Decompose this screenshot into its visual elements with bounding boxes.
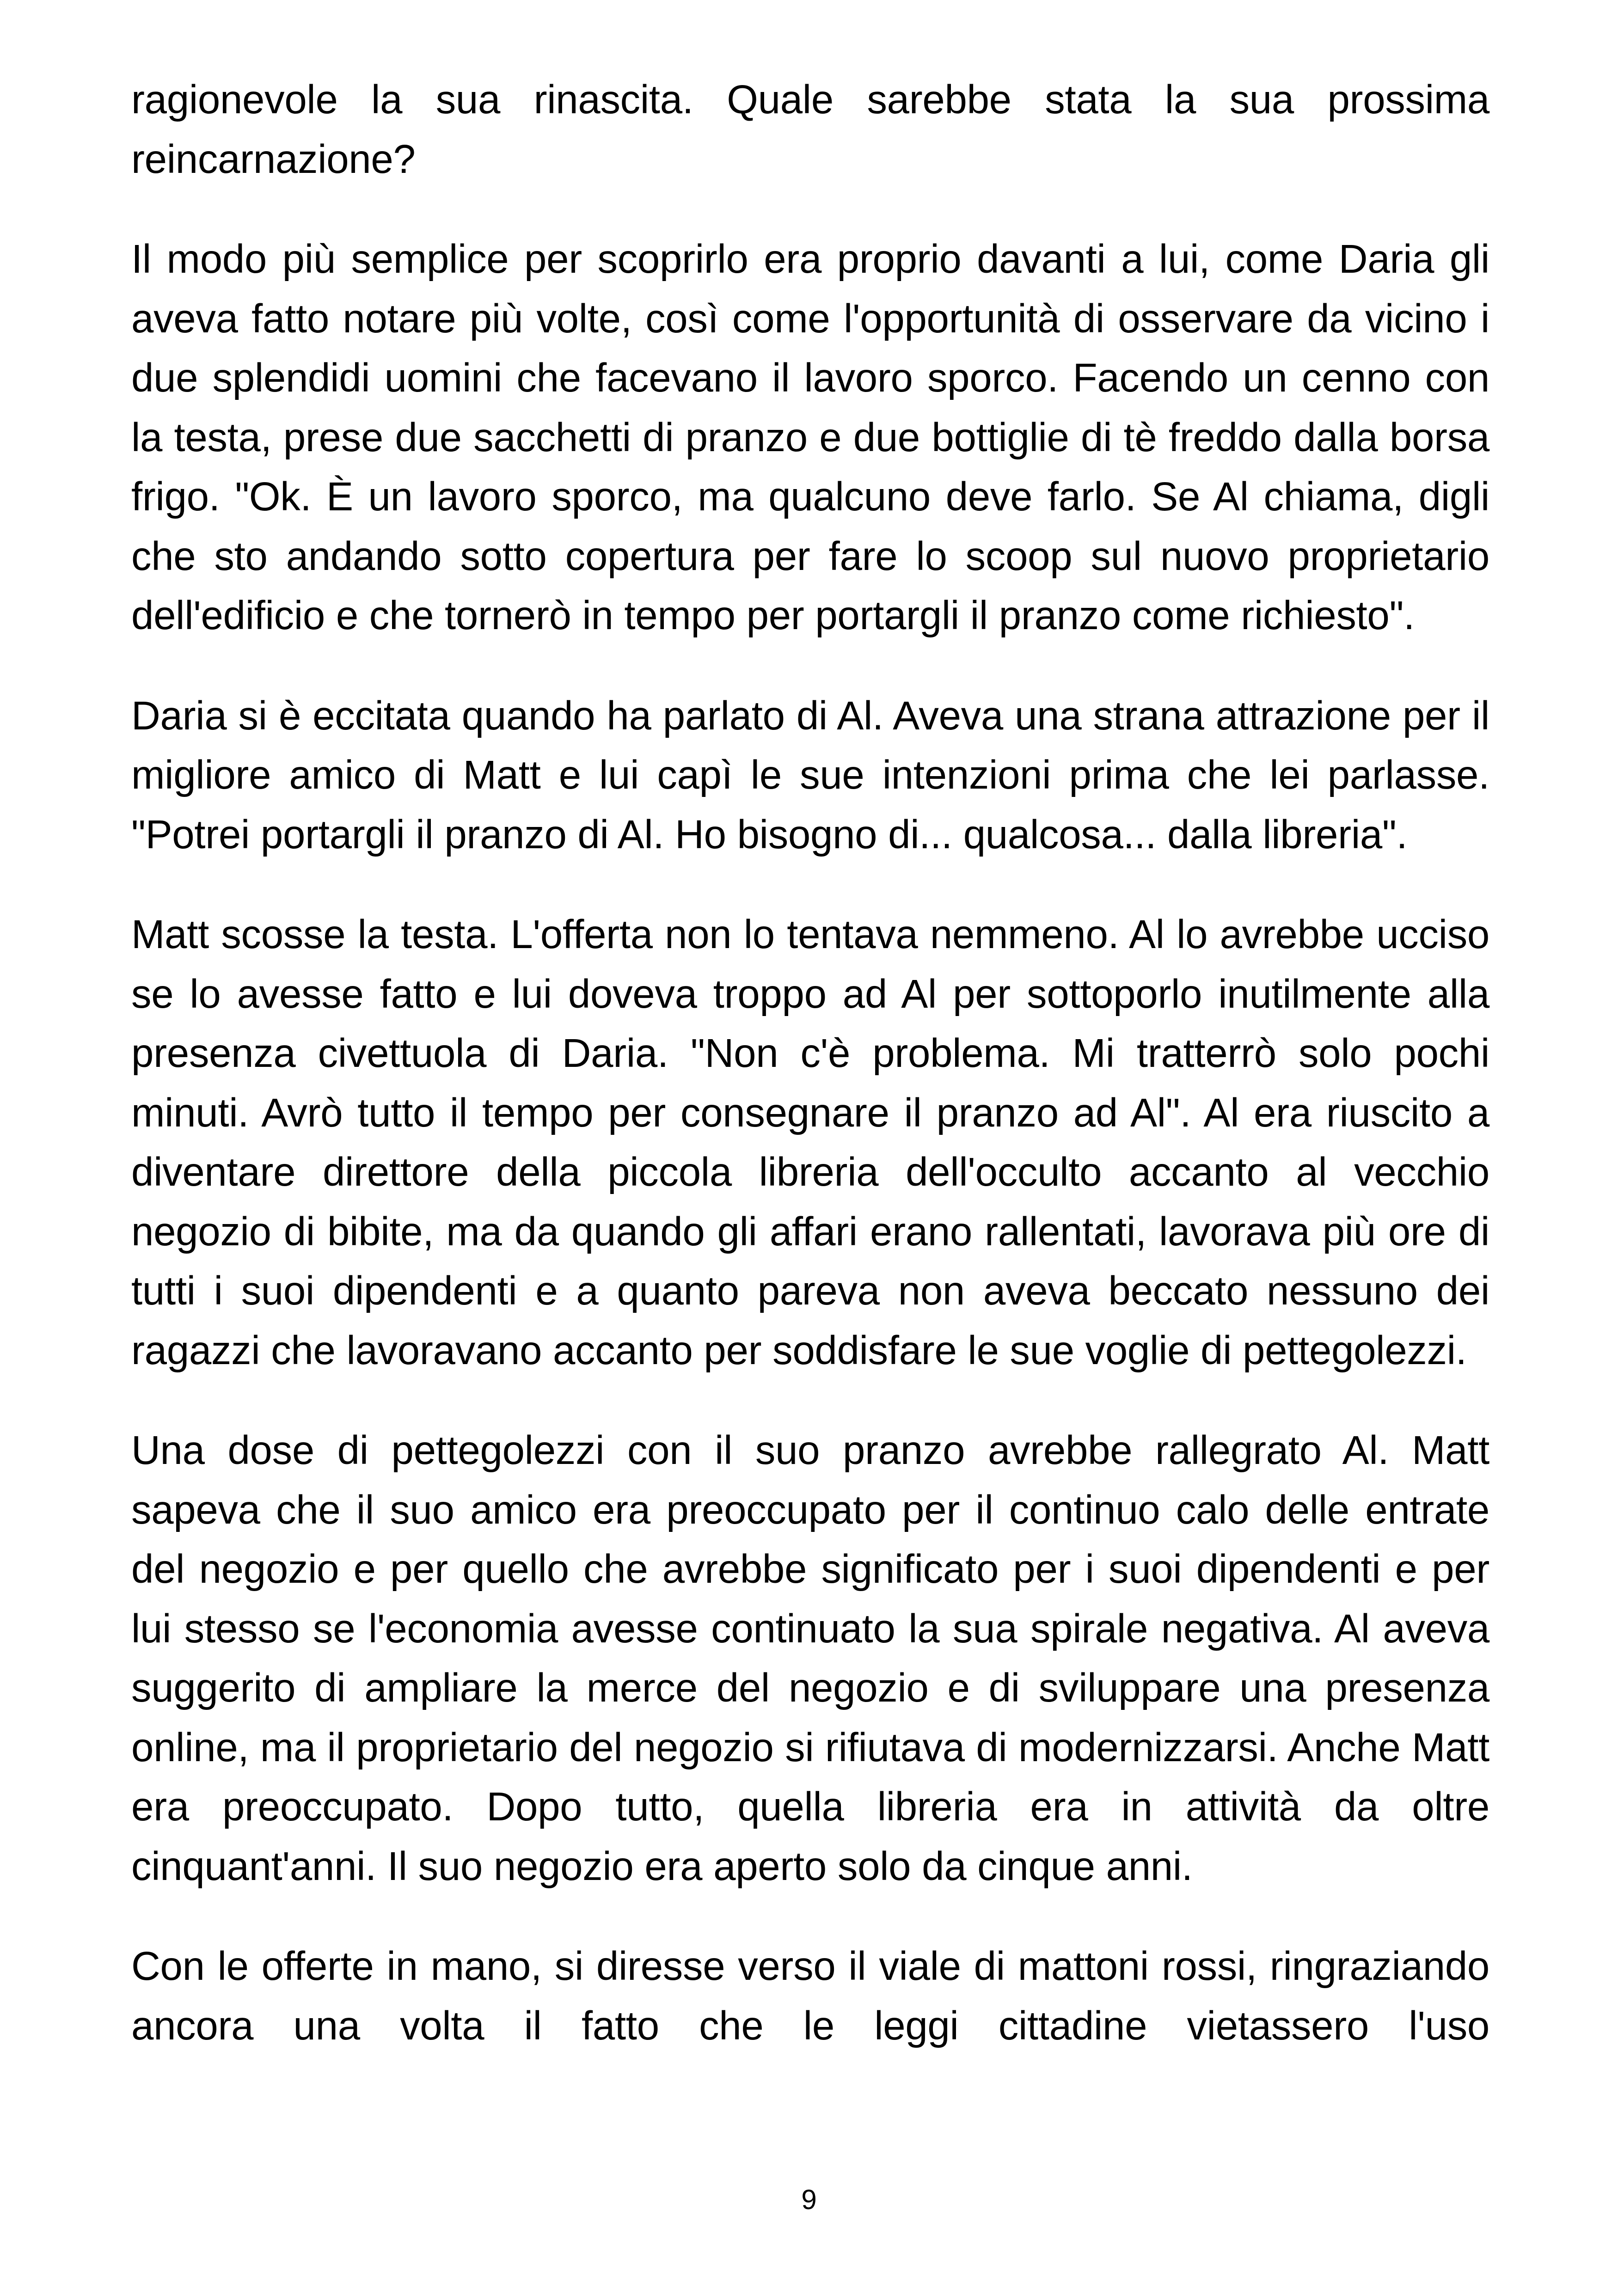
page-number: 9 — [801, 2184, 817, 2215]
paragraph-1: ragionevole la sua rinascita. Quale sarebbe stata la sua prossima reincarnazione? — [131, 77, 1489, 182]
paragraph-5: Una dose di pettegolezzi con il suo pranzo avrebbe rallegrato Al. Matt sapeva che il suo amico era preoccupato per il continuo calo delle entrate del negozio e per quello che avrebbe significato per i suoi dipendenti e per lui stesso se l'economia avesse continuato la sua spirale negativa. Al aveva suggerito di ampliare la merce del negozio e di sviluppare una presenza online, ma il proprietario del negozio si rifiutava di modernizzarsi. Anche Matt era preoccupato. Dopo tutto, quella libreria era in attività da oltre cinquant'anni. Il suo negozio era aperto solo da cinque anni. — [131, 1428, 1489, 1889]
body-text — [131, 70, 1489, 2056]
paragraph-4: Matt scosse la testa. L'offerta non lo tentava nemmeno. Al lo avrebbe ucciso se lo avesse fatto e lui doveva troppo ad Al per sottoporlo inutilmente alla presenza civettuola di Daria. "Non c'è problema. Mi tratterrò solo pochi minuti. Avrò tutto il tempo per consegnare il pranzo ad Al". Al era riuscito a diventare direttore della piccola libreria dell'occulto accanto al vecchio negozio di bibite, ma da quando gli affari erano rallentati, lavorava più ore di tutti i suoi dipendenti e a quanto pareva non aveva beccato nessuno dei ragazzi che lavoravano accanto per soddisfare le sue voglie di pettegolezzi. — [131, 912, 1489, 1373]
paragraph-2: Il modo più semplice per scoprirlo era proprio davanti a lui, come Daria gli aveva fatto notare più volte, così come l'opportunità di osservare da vicino i due splendidi uomini che facevano il lavoro sporco. Facendo un cenno con la testa, prese due sacchetti di pranzo e due bottiglie di tè freddo dalla borsa frigo. "Ok. È un lavoro sporco, ma qualcuno deve farlo. Se Al chiama, digli che sto andando sotto copertura per fare lo scoop sul nuovo proprietario dell'edificio e che tornerò in tempo per portargli il pranzo come richiesto". — [131, 237, 1489, 638]
paragraph-3: Daria si è eccitata quando ha parlato di Al. Aveva una strana attrazione per il migliore amico di Matt e lui capì le sue intenzioni prima che lei parlasse. "Potrei portargli il pranzo di Al. Ho bisogno di... qualcosa... dalla libreria". — [131, 693, 1489, 857]
paragraph-6: Con le offerte in mano, si diresse verso il viale di mattoni rossi, ringraziando ancora una volta il fatto che le leggi cittadine vietassero l'uso — [131, 1944, 1489, 2048]
